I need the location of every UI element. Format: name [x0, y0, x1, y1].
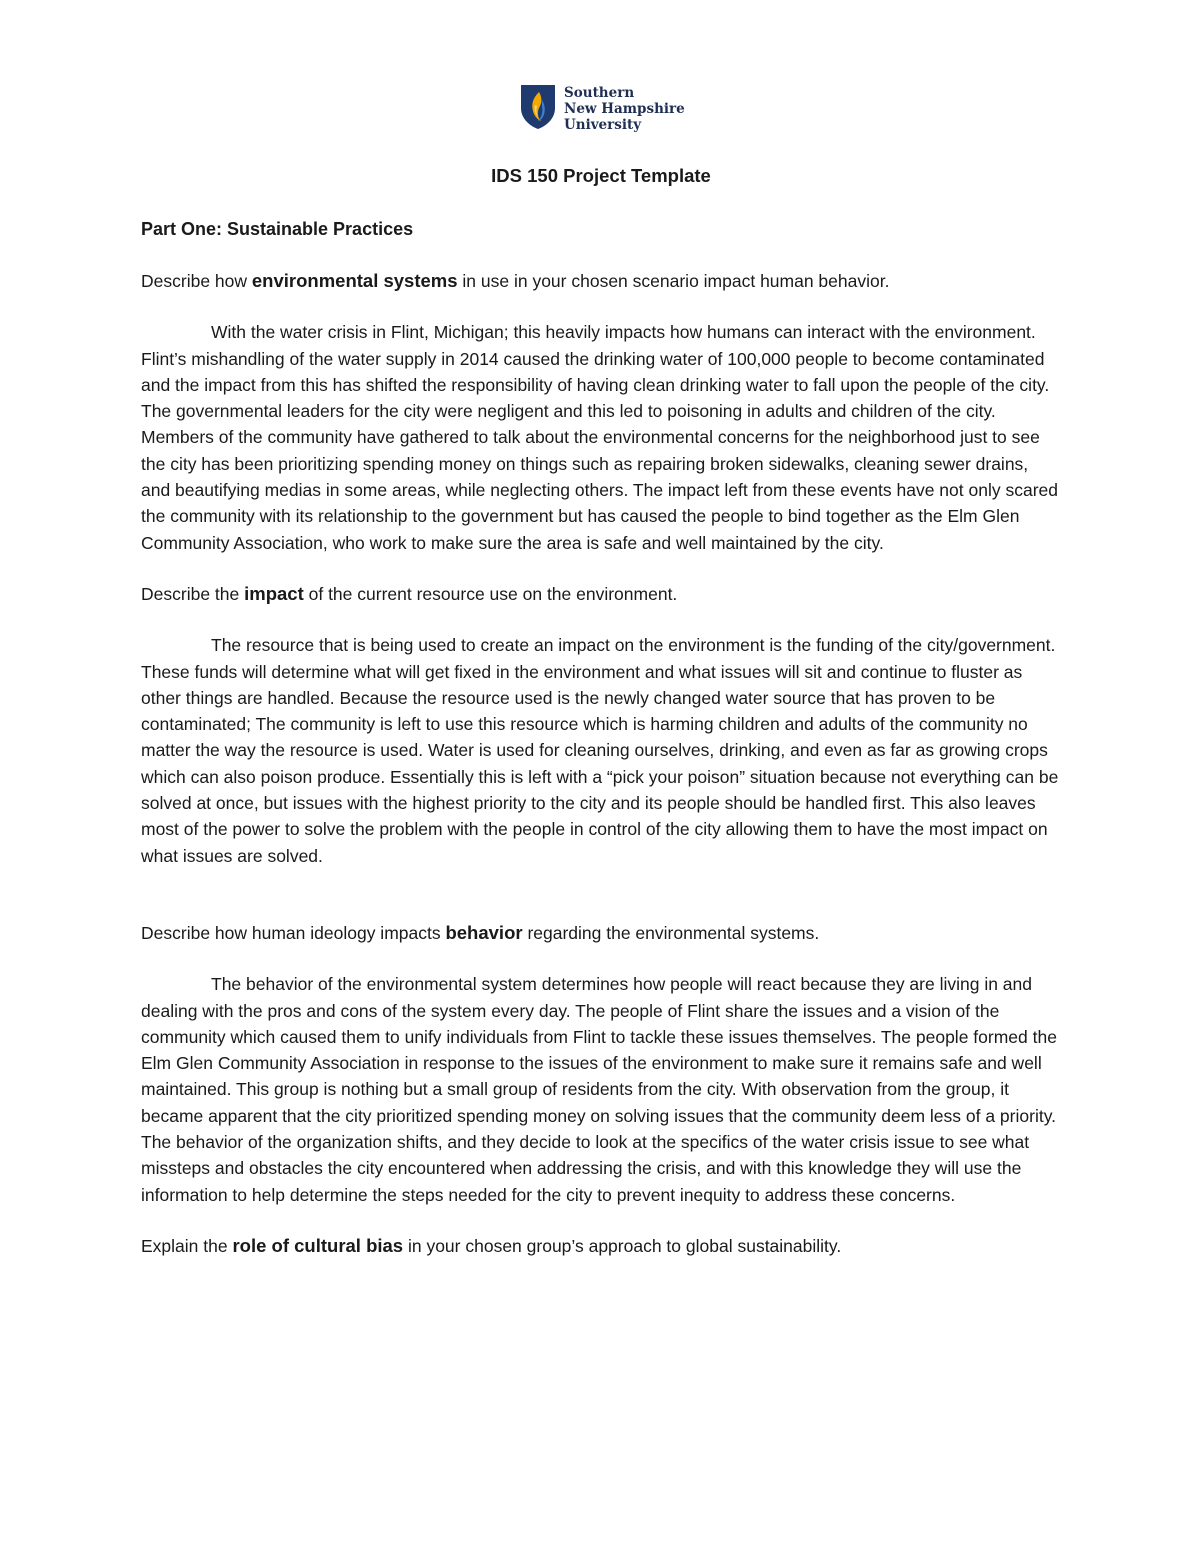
logo-wordmark — [564, 84, 685, 133]
document-body — [141, 162, 1061, 1284]
document-title: IDS 150 Project Template — [491, 165, 711, 186]
answer-paragraph-3: The behavior of the environmental system determines how people will react because they are living in and dealing with the pros and cons of the system every day. The people of Flint share the issues and a vision of the community which caused them to unify individuals from Flint to tackle these issues themselves. The people formed the Elm Glen Community Association in response to the issues of the environment to make sure it remains safe and well maintained. This group is nothing but a small group of residents from the city. With observation from the group, it became apparent that the city prioritized spending money on solving issues that the community deem less of a priority. The behavior of the organization shifts, and they decide to look at the specifics of the water crisis issue to see what missteps and obstacles the city encountered when addressing the crisis, and with this knowledge they will use the information to help determine the steps needed for the city to prevent inequity to address these concerns. — [141, 974, 1057, 1205]
university-logo — [520, 84, 685, 133]
logo-line: University — [564, 117, 642, 133]
prompt-text: Describe how human ideology impacts — [141, 922, 446, 943]
prompt-environmental-systems — [141, 268, 1061, 294]
prompt-text: Describe the — [141, 583, 245, 604]
answer-paragraph-1: With the water crisis in Flint, Michigan; this heavily impacts how humans can interact with the environment. Flint’s mishandling of the water supply in 2014 caused the drinking water of 100,000 people to become contaminated and the impact from this has shifted the responsibility of having clean drinking water to fall upon the people of the city. The governmental leaders for the city were negligent and this led to poisoning in adults and children of the city. Members of the community have gathered to talk about the environmental concerns for the neighborhood just to see the city has been prioritizing spending money on things such as repairing broken sidewalks, cleaning sewer drains, and beautifying medias in some areas, while neglecting others. The impact left from these events have not only scared the community with its relationship to the government but has caused the people to bind together as the Elm Glen Community Association, who work to make sure the area is safe and well maintained by the city. — [141, 322, 1058, 553]
prompt-text: in use in your chosen scenario impact human behavior. — [457, 271, 890, 291]
prompt-behavior — [141, 920, 1061, 946]
prompt-text: Explain the — [141, 1235, 233, 1256]
logo-line: Southern — [564, 85, 635, 101]
prompt-keyword: environmental systems — [251, 270, 458, 291]
prompt-keyword: behavior — [445, 921, 523, 943]
section-title: Part One: Sustainable Practices — [141, 219, 414, 239]
flame-shield-icon — [520, 84, 556, 130]
logo-line: New Hampshire — [564, 101, 685, 117]
prompt-text: regarding the environmental systems. — [522, 922, 820, 943]
prompt-cultural-bias — [141, 1233, 1061, 1259]
prompt-text: in your chosen group’s approach to global sustainability. — [403, 1235, 842, 1256]
prompt-text: Describe how — [141, 271, 252, 291]
answer-paragraph-2: The resource that is being used to create an impact on the environment is the funding of the city/government. These funds will determine what will get fixed in the environment and what issues will sit and continue to fluster as other things are handled. Because the resource used is the newly changed water source that has proven to be contaminated; The community is left to use this resource which is harming children and adults of the community no matter the way the resource is used. Water is used for cleaning ourselves, drinking, and even as far as growing crops which can also poison produce. Essentially this is left with a “pick your poison” situation because not everything can be solved at once, but issues with the highest priority to the city and its people should be handled first. This also leaves most of the power to solve the problem with the people in control of the city allowing them to have the most impact on what issues are solved. — [141, 635, 1059, 866]
prompt-text: of the current resource use on the environment. — [303, 583, 678, 604]
blank-line — [141, 894, 1061, 920]
prompt-impact — [141, 581, 1061, 607]
prompt-keyword: role of cultural bias — [232, 1234, 404, 1256]
prompt-keyword: impact — [244, 582, 304, 604]
